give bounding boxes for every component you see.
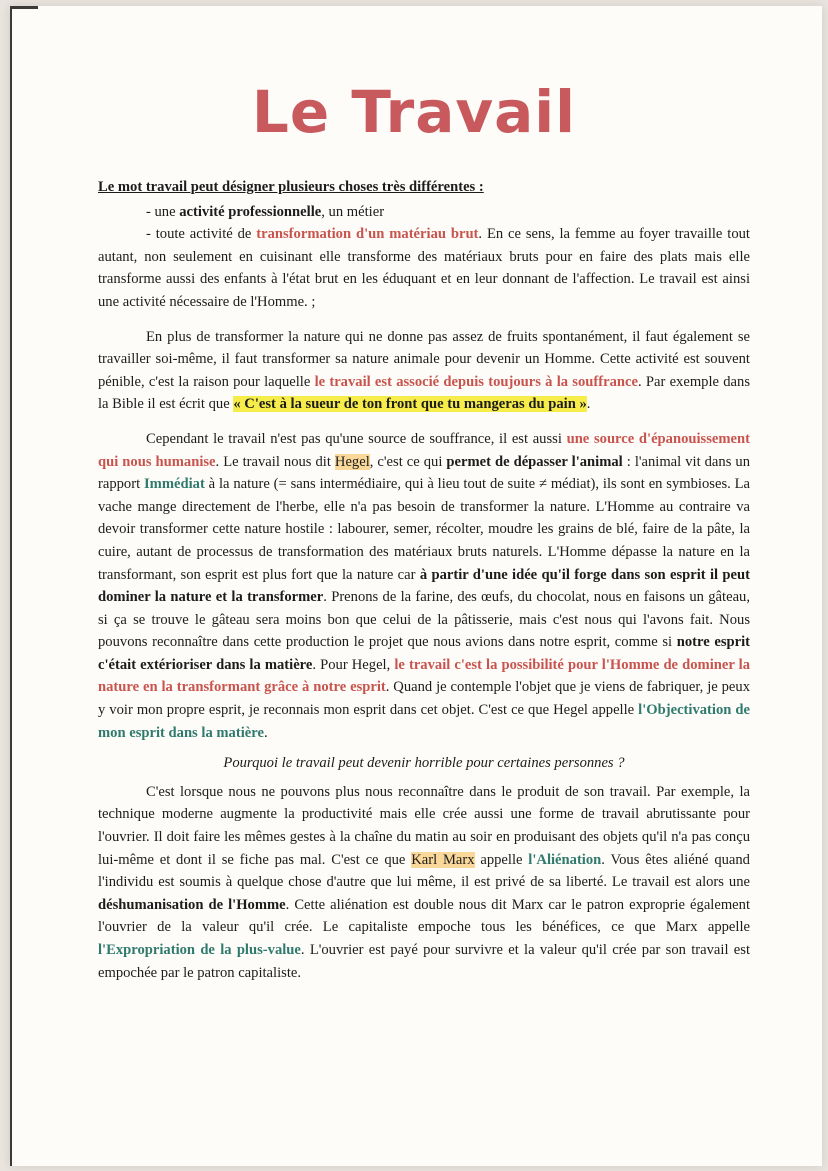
text-run: , c'est ce qui xyxy=(369,453,447,470)
text-run: . Le travail nous dit xyxy=(215,453,335,470)
paragraph-marx xyxy=(98,781,750,984)
highlight-red-term: une source d'épanouissement qui nous humanise xyxy=(98,430,750,470)
bold-term: à partir d'une idée qu'il forge dans son esprit il peut dominer la nature et la transformer xyxy=(98,566,750,606)
paragraph-souffrance xyxy=(98,326,750,416)
text-run: En plus de transformer la nature qui ne donne pas assez de fruits spontanément, il faut également se travailler soi-même, il faut transformer sa nature animale pour devenir un Homme. Cette activité est souvent pénible, c'est la raison pour laquelle xyxy=(98,328,750,390)
text-run: . Prenons de la farine, des œufs, du chocolat, nous en faisons un gâteau, si ça se trouve le gâteau sera moins bon que celui de la pâtisserie, mais c'est nous qui l'avons fait. Nous pouvons reconnaître dans cette production le projet que nous avions dans notre esprit, comme si xyxy=(98,589,750,651)
hegel-name-highlight: Hegel xyxy=(334,453,370,470)
paragraph-hegel xyxy=(98,428,750,744)
text-run: . Quand je contemple l'objet que je viens de fabriquer, je peux y voir mon propre esprit, je reconnais mon esprit dans cet objet. C'est ce que Hegel appelle xyxy=(98,679,751,719)
concept-term: Immédiat xyxy=(144,476,205,493)
text-run: , un métier xyxy=(321,203,385,220)
document-body xyxy=(98,176,750,984)
text-run: C'est lorsque nous ne pouvons plus nous reconnaître dans le produit de son travail. Par exemple, la technique moderne augmente la productivité mais elle crée aussi une forme de travail abrutissante pour l'ouvrier. Il doit faire les mêmes gestes à la chaîne du matin au soir en produisant des objets qu'il n'a pas conçu lui-même et dont il se fiche pas mal. C'est ce que xyxy=(98,783,750,868)
bold-term: activité professionnelle xyxy=(179,203,322,220)
text-run: : l'animal vit dans un rapport xyxy=(98,453,750,493)
text-run: - une xyxy=(146,203,180,220)
concept-term: l'Objectivation de mon esprit dans la matière xyxy=(98,702,750,741)
text-run: . Cette aliénation est double nous dit Marx car le patron exproprie également l'ouvrier de la valeur qu'il crée. Le capitaliste empoche tous les bénéfices, ce que Marx appelle xyxy=(98,896,751,936)
text-run: . xyxy=(263,724,268,741)
definition-bullet-1 xyxy=(98,201,750,224)
bold-term: permet de dépasser l'animal xyxy=(446,453,623,470)
concept-term: l'Expropriation de la plus-value xyxy=(98,942,301,958)
section-question: Pourquoi le travail peut devenir horrible pour certaines personnes ? xyxy=(223,755,625,772)
bible-quote-highlight: « C'est à la sueur de ton front que tu mangeras du pain » xyxy=(233,396,587,413)
bold-term: notre esprit c'était extérioriser dans la matière xyxy=(98,634,751,673)
text-run: Cependant le travail n'est pas qu'une source de souffrance, il est aussi xyxy=(146,430,567,447)
bold-term: déshumanisation de l'Homme xyxy=(98,896,286,913)
text-run: - toute activité de xyxy=(146,226,257,243)
text-run: appelle xyxy=(474,851,529,868)
highlight-red-term: le travail est associé depuis toujours à la souffrance xyxy=(314,373,638,390)
page-corner-mark xyxy=(10,6,38,9)
text-run: . L'ouvrier est payé pour survivre et la valeur qu'il crée par son travail est empochée par le patron capitaliste. xyxy=(98,942,750,981)
page-title: Le Travail xyxy=(251,78,577,146)
marx-name-highlight: Karl Marx xyxy=(411,851,475,868)
text-run: . En ce sens, la femme au foyer travaille tout autant, non seulement en cuisinant elle transforme des matériaux bruts pour en faire des plats mais elle transforme aussi des enfants à l'état brut en les éduquant et en leur donnant de l'affection. Le travail est ainsi une activité nécessaire de l'Homme. ; xyxy=(98,226,750,310)
text-run: . Par exemple dans la Bible il est écrit que xyxy=(98,373,750,413)
highlight-red-term: le travail c'est la possibilité pour l'Homme de dominer la nature en la transformant grâce à notre esprit xyxy=(98,656,750,696)
highlight-red-term: transformation d'un matériau brut xyxy=(256,226,479,243)
text-run: . Pour Hegel, xyxy=(312,656,395,673)
text-run: à la nature (= sans intermédiaire, qui à lieu tout de suite ≠ médiat), ils sont en symbioses. La vache mange directement de l'herbe, elle n'a pas besoin de transformer la nature. L'Homme au contraire va devoir transformer cette nature hostile : labourer, semer, récolter, moudre les grains de blé, faire de la pâte, la cuire, autant de processus de transformation des matériaux bruts naturels. L'Homme dépasse la nature en la transformant, son esprit est plus fort que la nature car xyxy=(98,476,751,583)
text-run: . Vous êtes aliéné quand l'individu est soumis à quelque chose d'autre que lui même, il est privé de sa liberté. Le travail est alors une xyxy=(98,851,750,891)
concept-term: l'Aliénation xyxy=(528,851,602,868)
text-run: . xyxy=(586,396,591,413)
definition-bullet-2 xyxy=(98,223,750,313)
intro-heading: Le mot travail peut désigner plusieurs choses très différentes : xyxy=(98,179,484,195)
